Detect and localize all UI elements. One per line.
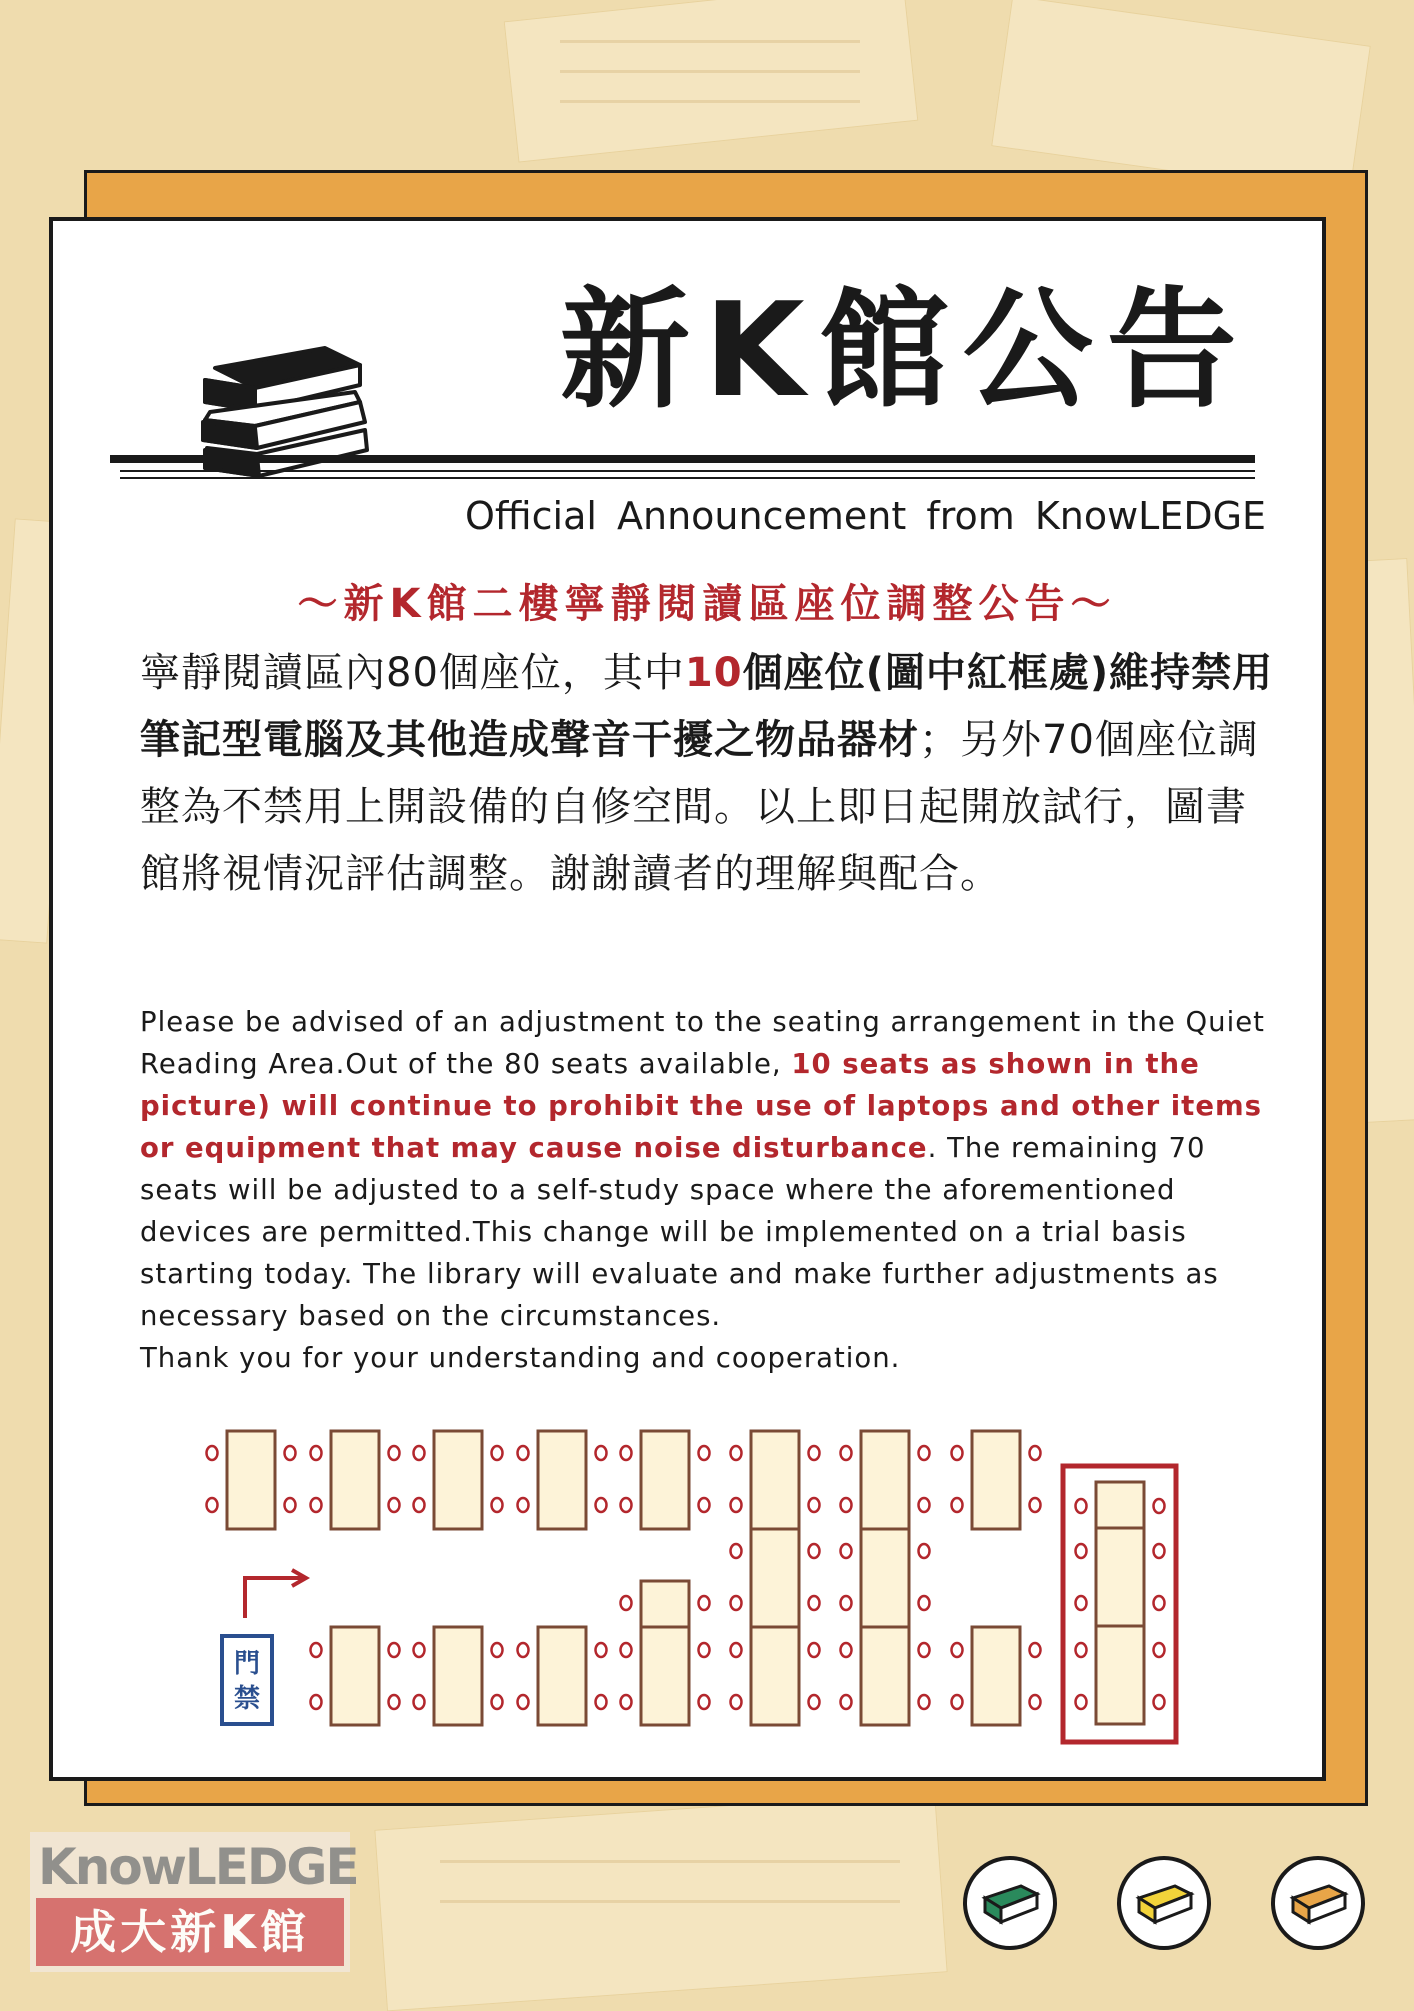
seat-map [150, 1400, 1200, 1760]
seat [731, 1446, 742, 1460]
seat [492, 1643, 503, 1657]
seat [311, 1498, 322, 1512]
seat [389, 1643, 400, 1657]
seat [621, 1596, 632, 1610]
table [972, 1627, 1020, 1725]
seat [919, 1596, 930, 1610]
seat [596, 1695, 607, 1709]
seat [1076, 1596, 1087, 1610]
seat [699, 1695, 710, 1709]
title-divider [110, 455, 1255, 463]
zh-bold-text: 個座位(圖中紅框處)維持禁用筆記型電腦及其他造成聲音干擾之物品器材 [140, 650, 1274, 763]
seat [1030, 1643, 1041, 1657]
seat [809, 1544, 820, 1558]
seat [699, 1446, 710, 1460]
seat [841, 1596, 852, 1610]
yellow-book-icon [1135, 1880, 1195, 1928]
seat [492, 1695, 503, 1709]
table [751, 1431, 799, 1529]
seat [518, 1498, 529, 1512]
seat [731, 1596, 742, 1610]
seat [1154, 1499, 1165, 1513]
seat [1076, 1544, 1087, 1558]
title-divider-thin [120, 477, 1255, 479]
table [434, 1627, 482, 1725]
notice-body-en [140, 1001, 1275, 1379]
table [861, 1529, 909, 1627]
seat [731, 1498, 742, 1512]
en-text: . The remaining 70 seats will be adjusted to a self-study space where the aforementioned devices are permitted.This change will be implemented on a trial basis starting today. The library will evaluate and make further adjustments as necessary based on the circumstances. [140, 1132, 1219, 1332]
seat [841, 1446, 852, 1460]
seat [389, 1498, 400, 1512]
seat [809, 1498, 820, 1512]
en-highlight-text: 10 seats as shown in the picture) will continue to prohibit the use of laptops and other items or equipment that may cause noise disturbance [140, 1048, 1262, 1164]
seat [311, 1446, 322, 1460]
seat [1154, 1596, 1165, 1610]
seat [621, 1446, 632, 1460]
seat [731, 1544, 742, 1558]
seat [1076, 1499, 1087, 1513]
seat [1154, 1544, 1165, 1558]
seat [1030, 1498, 1041, 1512]
table [227, 1431, 275, 1529]
seat [414, 1695, 425, 1709]
seat [518, 1446, 529, 1460]
table [331, 1627, 379, 1725]
seat [518, 1643, 529, 1657]
tables-layer [227, 1431, 1144, 1725]
seat [841, 1695, 852, 1709]
notice-body-zh [140, 640, 1275, 908]
table [1096, 1482, 1144, 1528]
seat [919, 1544, 930, 1558]
table [641, 1627, 689, 1725]
seat [1076, 1695, 1087, 1709]
seat [311, 1695, 322, 1709]
seat [414, 1498, 425, 1512]
seat [207, 1446, 218, 1460]
table [641, 1581, 689, 1627]
seat [699, 1643, 710, 1657]
seat [621, 1498, 632, 1512]
table [538, 1431, 586, 1529]
green-book-button[interactable] [963, 1856, 1057, 1950]
table [331, 1431, 379, 1529]
table [861, 1431, 909, 1529]
en-text: Please be advised of an adjustment to the seating arrangement in the Quiet Reading Area.Out of the 80 seats available, [140, 1006, 1265, 1080]
table [641, 1431, 689, 1529]
seat [699, 1596, 710, 1610]
seat [1030, 1695, 1041, 1709]
seat [952, 1498, 963, 1512]
seat [596, 1498, 607, 1512]
seat [919, 1643, 930, 1657]
seat [621, 1643, 632, 1657]
entrance-label-2: 禁 [233, 1684, 261, 1714]
seat [809, 1446, 820, 1460]
en-thanks-text: Thank you for your understanding and cooperation. [140, 1342, 901, 1374]
knowledge-logo [30, 1832, 358, 1972]
seat [414, 1446, 425, 1460]
seat [809, 1596, 820, 1610]
seat [621, 1695, 632, 1709]
orange-book-icon [1289, 1880, 1349, 1928]
seat [311, 1643, 322, 1657]
seat [285, 1498, 296, 1512]
seat [1076, 1643, 1087, 1657]
seat [809, 1643, 820, 1657]
notice-heading: ～新K館二樓寧靜閱讀區座位調整公告～ [297, 581, 1117, 627]
seat [841, 1544, 852, 1558]
table [1096, 1626, 1144, 1724]
page-subtitle: Official Announcement from KnowLEDGE [465, 494, 1267, 538]
seat [919, 1695, 930, 1709]
seat [731, 1643, 742, 1657]
seat [389, 1446, 400, 1460]
logo-text: KnowLEDGE [38, 1838, 358, 1896]
logo-cn-text: 成大新K館 [36, 1898, 344, 1966]
seat [1154, 1643, 1165, 1657]
seat [731, 1695, 742, 1709]
seat [1154, 1695, 1165, 1709]
seat [952, 1643, 963, 1657]
seat [285, 1446, 296, 1460]
table [434, 1431, 482, 1529]
seat [841, 1498, 852, 1512]
table [1096, 1528, 1144, 1626]
table [751, 1529, 799, 1627]
seat [952, 1446, 963, 1460]
yellow-book-button[interactable] [1117, 1856, 1211, 1950]
seat [952, 1695, 963, 1709]
seat [919, 1498, 930, 1512]
seat [699, 1498, 710, 1512]
zh-text: ；另外70個座位調整為不禁用上開設備的自修空間。以上即日起開放試行，圖書館將視情況評估調整。謝謝讀者的理解與配合。 [140, 717, 1259, 897]
table [972, 1431, 1020, 1529]
seat [414, 1643, 425, 1657]
seat [1030, 1446, 1041, 1460]
table [751, 1627, 799, 1725]
table [861, 1627, 909, 1725]
books-stack-icon [195, 340, 370, 490]
seat [596, 1446, 607, 1460]
seat [207, 1498, 218, 1512]
table [538, 1627, 586, 1725]
title-divider-thin [120, 470, 1255, 472]
seat [841, 1643, 852, 1657]
seat [919, 1446, 930, 1460]
seat [809, 1695, 820, 1709]
orange-book-button[interactable] [1271, 1856, 1365, 1950]
page-title: 新K館公告 [560, 274, 1251, 426]
seat [492, 1498, 503, 1512]
seat [492, 1446, 503, 1460]
green-book-icon [981, 1880, 1041, 1928]
seat [518, 1695, 529, 1709]
zh-highlight-number: 10 [684, 650, 743, 696]
seat [389, 1695, 400, 1709]
entrance-label-1: 門 [233, 1649, 261, 1679]
zh-text: 寧靜閱讀區內80個座位，其中 [140, 650, 685, 696]
seat [596, 1643, 607, 1657]
